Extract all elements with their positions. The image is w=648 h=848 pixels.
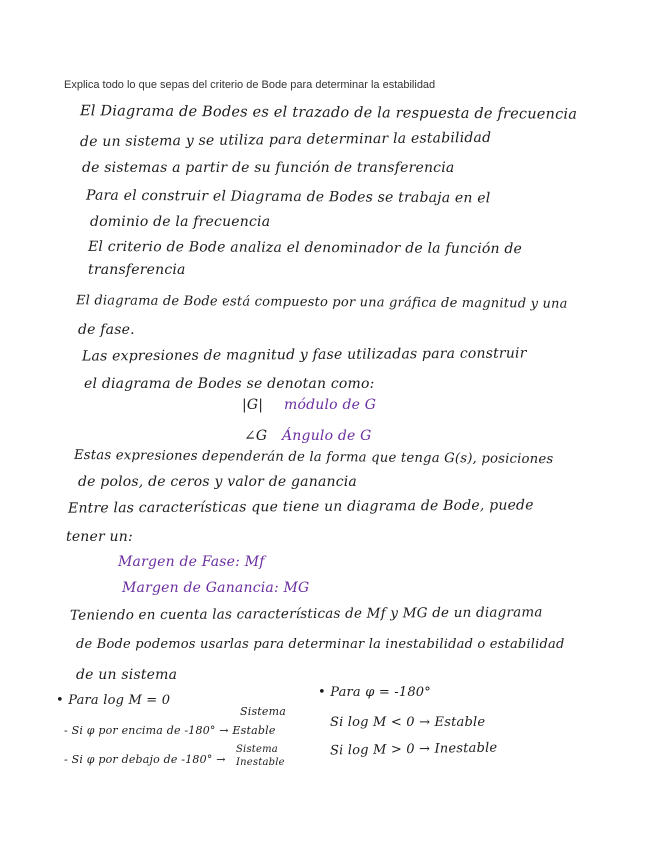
handwritten-line: • Para φ = -180° <box>318 685 431 700</box>
handwritten-line: El criterio de Bode analiza el denominador de la función de <box>87 238 523 258</box>
handwritten-line: Sistema <box>236 744 278 755</box>
handwritten-line: Sistema <box>240 705 287 718</box>
handwritten-line: Margen de Fase: Mf <box>118 554 265 570</box>
handwritten-line: dominio de la frecuencia <box>90 214 271 230</box>
handwritten-line: Teniendo en cuenta las características de Mf y MG de un diagrama <box>69 604 543 624</box>
handwritten-line: El Diagrama de Bodes es el trazado de la respuesta de frecuencia <box>79 103 578 123</box>
handwritten-line: de fase. <box>78 322 135 338</box>
handwritten-line: Para el construir el Diagrama de Bodes se trabaja en el <box>85 187 491 207</box>
handwritten-line: Inestable <box>236 757 285 768</box>
handwritten-line: de Bode podemos usarlas para determinar la inestabilidad o estabilidad <box>76 637 565 652</box>
handwritten-line: de un sistema y se utiliza para determinar la estabilidad <box>79 129 492 151</box>
handwritten-line: Estas expresiones dependerán de la forma que tenga G(s), posiciones <box>73 447 554 468</box>
handwritten-line: de polos, de ceros y valor de ganancia <box>78 474 357 490</box>
math-expression: |G| <box>242 397 264 413</box>
handwritten-line: el diagrama de Bodes se denotan como: <box>84 376 375 392</box>
handwritten-line: transferencia <box>88 262 186 278</box>
handwritten-line: tener un: <box>66 529 133 545</box>
handwritten-line: Si log M < 0 → Estable <box>330 715 486 730</box>
handwritten-line: de sistemas a partir de su función de transferencia <box>82 160 455 176</box>
question-prompt: Explica todo lo que sepas del criterio de Bode para determinar la estabilidad <box>64 79 436 91</box>
math-expression: ∠G <box>244 428 268 444</box>
handwritten-line: módulo de G <box>284 397 377 413</box>
handwritten-line: - Si φ por debajo de -180° → <box>64 753 226 766</box>
handwritten-line: Entre las características que tiene un diagrama de Bode, puede <box>67 497 534 517</box>
handwritten-line: - Si φ por encima de -180° → Estable <box>64 724 276 737</box>
handwritten-line: Si log M > 0 → Inestable <box>329 740 498 759</box>
handwritten-line: de un sistema <box>76 667 178 683</box>
handwritten-line: Ángulo de G <box>282 428 372 444</box>
handwritten-line: Margen de Ganancia: MG <box>122 580 310 596</box>
handwritten-line: Las expresiones de magnitud y fase utilizadas para construir <box>81 345 527 365</box>
handwritten-line: El diagrama de Bode está compuesto por una gráfica de magnitud y una <box>75 293 568 312</box>
handwritten-line: • Para log M = 0 <box>56 693 171 708</box>
